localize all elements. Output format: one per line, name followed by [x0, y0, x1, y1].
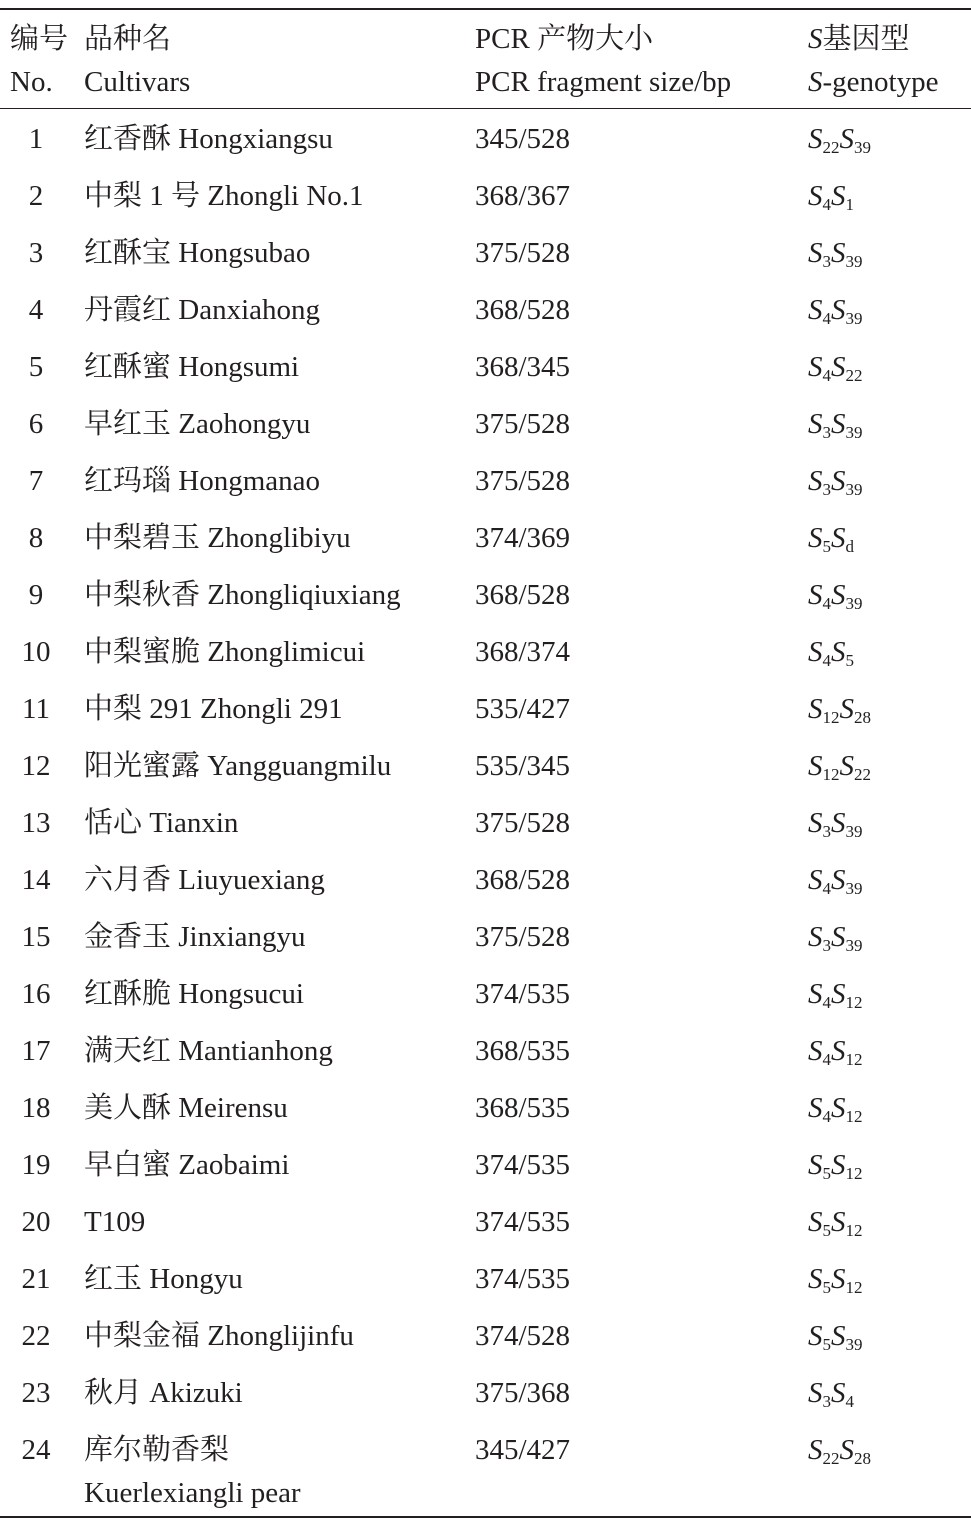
cultivar-name: 恬心 Tianxin: [84, 807, 239, 839]
row-number: 18: [21, 1092, 51, 1124]
genotype: $S_3S_4$: [808, 1377, 854, 1411]
genotype: $S_{22}S_{28}$: [808, 1434, 871, 1468]
genotype: $S_4S_{12}$: [808, 1035, 863, 1069]
header-cultivar-zh: 品种名: [84, 23, 172, 55]
fragment-size: 375/368: [475, 1377, 571, 1409]
fragment-size: 374/535: [475, 1206, 571, 1238]
row-number: 14: [21, 864, 51, 896]
genotype: $S_4S_5$: [808, 636, 854, 670]
cultivar-name: 六月香 Liuyuexiang: [84, 864, 325, 896]
cultivar-name: 中梨秋香 Zhongliqiuxiang: [84, 579, 401, 611]
fragment-size: 374/535: [475, 1263, 571, 1295]
genotype: $S_3S_{39}$: [808, 807, 863, 841]
row-number: 1: [28, 123, 44, 155]
fragment-size: 374/535: [475, 1149, 571, 1181]
table-top-rule: [0, 8, 971, 10]
cultivar-name: 丹霞红 Danxiahong: [84, 294, 320, 326]
cultivar-name: 中梨碧玉 Zhonglibiyu: [84, 522, 351, 554]
fragment-size: 368/345: [475, 351, 571, 383]
row-number: 17: [21, 1035, 51, 1067]
row-number: 16: [21, 978, 51, 1010]
row-number: 3: [28, 237, 44, 269]
fragment-size: 375/528: [475, 465, 571, 497]
row-number: 20: [21, 1206, 51, 1238]
genotype: $S_5S_{12}$: [808, 1149, 863, 1183]
row-number: 9: [28, 579, 44, 611]
genotype: $S_5S_{39}$: [808, 1320, 863, 1354]
fragment-size: 374/369: [475, 522, 571, 554]
fragment-size: 368/374: [475, 636, 571, 668]
row-number: 15: [21, 921, 51, 953]
fragment-size: 375/528: [475, 807, 571, 839]
fragment-size: 368/528: [475, 294, 571, 326]
genotype: $S_4S_{39}$: [808, 864, 863, 898]
row-number: 12: [21, 750, 51, 782]
genotype: $S_3S_{39}$: [808, 921, 863, 955]
genotype: $S_5S_{12}$: [808, 1263, 863, 1297]
fragment-size: 375/528: [475, 921, 571, 953]
header-genotype-zh: S基因型: [808, 23, 910, 55]
cultivar-name: 红酥宝 Hongsubao: [84, 237, 311, 269]
fragment-size: 375/528: [475, 237, 571, 269]
genotype: $S_4S_{22}$: [808, 351, 863, 385]
row-number: 10: [21, 636, 51, 668]
cultivar-name: 库尔勒香梨: [84, 1434, 230, 1466]
fragment-size: 374/528: [475, 1320, 571, 1352]
fragment-size: 535/345: [475, 750, 571, 782]
fragment-size: 535/427: [475, 693, 571, 725]
row-number: 19: [21, 1149, 51, 1181]
header-no-zh: 编号: [10, 23, 69, 55]
row-number: 24: [21, 1434, 51, 1466]
row-number: 21: [21, 1263, 51, 1295]
row-number: 2: [28, 180, 44, 212]
row-number: 23: [21, 1377, 51, 1409]
cultivar-name: 红香酥 Hongxiangsu: [84, 123, 333, 155]
genotype: $S_4S_1$: [808, 180, 854, 214]
genotype: $S_{12}S_{22}$: [808, 750, 871, 784]
cultivar-name: 红酥脆 Hongsucui: [84, 978, 304, 1010]
table-bottom-rule: [0, 1516, 971, 1518]
row-number: 13: [21, 807, 51, 839]
cultivar-name: 阳光蜜露 Yangguangmilu: [84, 750, 392, 782]
cultivar-name: 中梨金福 Zhonglijinfu: [84, 1320, 354, 1352]
row-number: 11: [22, 693, 50, 725]
cultivar-name: 早红玉 Zaohongyu: [84, 408, 311, 440]
genotype: $S_4S_{12}$: [808, 1092, 863, 1126]
row-number: 6: [28, 408, 44, 440]
genotype: $S_5S_d$: [808, 522, 854, 556]
header-size-zh: PCR 产物大小: [475, 23, 654, 55]
fragment-size: 345/427: [475, 1434, 571, 1466]
header-size-en: PCR fragment size/bp: [475, 66, 732, 98]
genotype: $S_4S_{39}$: [808, 579, 863, 613]
fragment-size: 368/528: [475, 579, 571, 611]
cultivar-name: 中梨 291 Zhongli 291: [84, 693, 343, 725]
header-no-en: No.: [10, 66, 53, 98]
genotype: $S_3S_{39}$: [808, 237, 863, 271]
table-header-rule: [0, 108, 971, 109]
genotype: $S_3S_{39}$: [808, 465, 863, 499]
row-number: 4: [28, 294, 44, 326]
fragment-size: 345/528: [475, 123, 571, 155]
cultivar-name-line2: Kuerlexiangli pear: [84, 1477, 301, 1509]
cultivar-name: 红玉 Hongyu: [84, 1263, 243, 1295]
cultivar-name: 美人酥 Meirensu: [84, 1092, 288, 1124]
genotype: $S_3S_{39}$: [808, 408, 863, 442]
genotype: $S_{22}S_{39}$: [808, 123, 871, 157]
fragment-size: 368/367: [475, 180, 571, 212]
cultivar-name: 早白蜜 Zaobaimi: [84, 1149, 290, 1181]
fragment-size: 375/528: [475, 408, 571, 440]
genotype: $S_5S_{12}$: [808, 1206, 863, 1240]
fragment-size: 368/528: [475, 864, 571, 896]
row-number: 22: [21, 1320, 51, 1352]
row-number: 8: [28, 522, 44, 554]
cultivar-name: 金香玉 Jinxiangyu: [84, 921, 306, 953]
row-number: 7: [28, 465, 44, 497]
cultivar-name: 中梨 1 号 Zhongli No.1: [84, 180, 364, 212]
cultivar-name: 中梨蜜脆 Zhonglimicui: [84, 636, 366, 668]
header-genotype-en: S-genotype: [808, 66, 939, 98]
cultivar-name: T109: [84, 1206, 146, 1238]
cultivar-name: 红玛瑙 Hongmanao: [84, 465, 320, 497]
fragment-size: 368/535: [475, 1035, 571, 1067]
genotype: $S_4S_{12}$: [808, 978, 863, 1012]
row-number: 5: [28, 351, 44, 383]
genotype: $S_{12}S_{28}$: [808, 693, 871, 727]
genotype: $S_4S_{39}$: [808, 294, 863, 328]
fragment-size: 374/535: [475, 978, 571, 1010]
header-cultivar-en: Cultivars: [84, 66, 191, 98]
cultivar-name: 满天红 Mantianhong: [84, 1035, 333, 1067]
cultivar-name: 红酥蜜 Hongsumi: [84, 351, 300, 383]
fragment-size: 368/535: [475, 1092, 571, 1124]
cultivar-name: 秋月 Akizuki: [84, 1377, 243, 1409]
